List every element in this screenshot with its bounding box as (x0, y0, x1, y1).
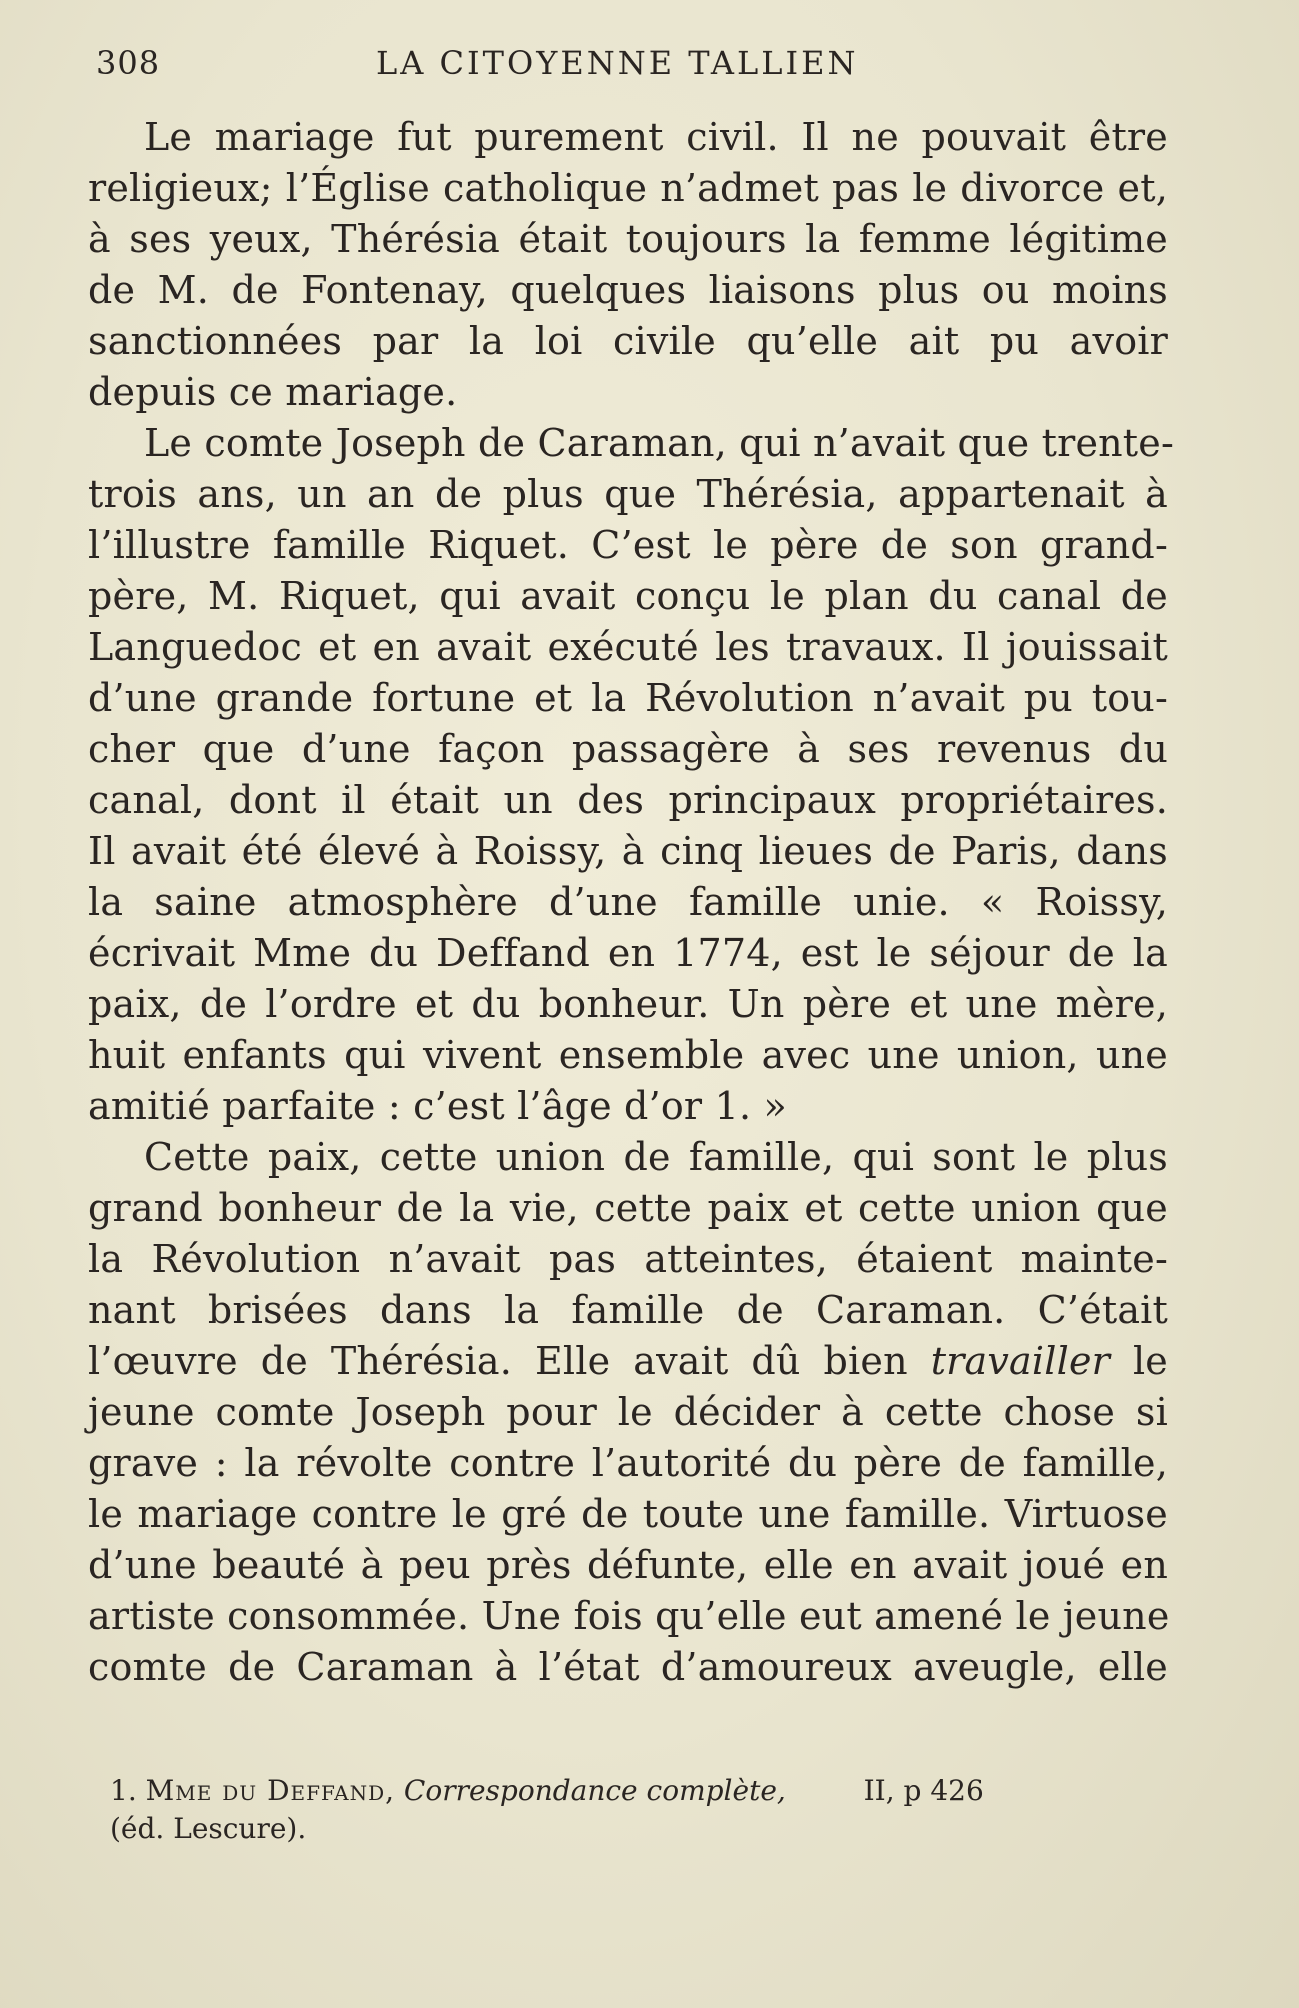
footnote-reference: II, p 426 (863, 1774, 984, 1807)
text-line: Cette paix, cette union de famille, qui sont le plus (144, 1135, 1168, 1179)
text-line: nant brisées dans la famille de Caraman. C’était (88, 1288, 1168, 1332)
text-line: huit enfants qui vivent ensemble avec une union, une (88, 1033, 1168, 1077)
running-head (96, 44, 1176, 92)
text-line: paix, de l’ordre et du bonheur. Un père et une mère, (88, 982, 1168, 1026)
text-line: trois ans, un an de plus que Thérésia, appartenait à (88, 472, 1168, 516)
text-line: canal, dont il était un des principaux propriétaires. (88, 778, 1168, 822)
text-line: écrivait Mme du Deffand en 1774, est le séjour de la (88, 931, 1168, 975)
page-number: 308 (96, 44, 161, 82)
text-line: la saine atmosphère d’une famille unie. « Roissy, (88, 880, 1168, 924)
footnote (110, 1772, 1170, 1848)
text-line: d’une beauté à peu près défunte, elle en avait joué en (88, 1543, 1168, 1587)
footnote-edition: (éd. Lescure). (110, 1812, 307, 1845)
text-line: artiste consommée. Une fois qu’elle eut amené le jeune (88, 1594, 1170, 1638)
text-line: Le mariage fut purement civil. Il ne pouvait être (144, 115, 1168, 159)
emphasized-word: travailler (930, 1339, 1111, 1383)
text-line: Il avait été élevé à Roissy, à cinq lieues de Paris, dans (88, 829, 1168, 873)
text-line: l’œuvre de Thérésia. Elle avait dû bien travailler le (88, 1339, 1168, 1383)
text-line: jeune comte Joseph pour le décider à cette chose si (88, 1390, 1168, 1434)
text-line: le mariage contre le gré de toute une famille. Virtuose (88, 1492, 1168, 1536)
footnote-line-1 (110, 1772, 1170, 1810)
text-line: grand bonheur de la vie, cette paix et cette union que (88, 1186, 1168, 1230)
running-title: LA CITOYENNE TALLIEN (376, 44, 859, 82)
footnote-work: Correspondance complète, (403, 1774, 786, 1807)
text-line: grave : la révolte contre l’autorité du père de famille, (88, 1441, 1168, 1485)
text-line: Le comte Joseph de Caraman, qui n’avait que trente- (144, 421, 1175, 465)
footnote-number: 1. (110, 1774, 137, 1807)
text-line: religieux; l’Église catholique n’admet pas le divorce et, (88, 166, 1168, 210)
footnote-line-2 (110, 1810, 1170, 1848)
text-line: à ses yeux, Thérésia était toujours la femme légitime (88, 217, 1168, 261)
body-text (88, 112, 1175, 1693)
text-line: sanctionnées par la loi civile qu’elle ait pu avoir (88, 319, 1168, 363)
text-line: la Révolution n’avait pas atteintes, étaient mainte- (88, 1237, 1168, 1281)
text-line: père, M. Riquet, qui avait conçu le plan du canal de (88, 574, 1168, 618)
text-line: de M. de Fontenay, quelques liaisons plus ou moins (88, 268, 1168, 312)
text-line: Languedoc et en avait exécuté les travaux. Il jouissait (88, 625, 1168, 669)
text-line: comte de Caraman à l’état d’amoureux aveugle, elle (88, 1645, 1168, 1689)
text-line: cher que d’une façon passagère à ses revenus du (88, 727, 1168, 771)
text-line: amitié parfaite : c’est l’âge d’or 1. » (88, 1084, 787, 1128)
text-line: depuis ce mariage. (88, 370, 458, 414)
footnote-author: Mme du Deffand, (145, 1774, 396, 1807)
text-line: l’illustre famille Riquet. C’est le père de son grand- (88, 523, 1168, 567)
text-line: d’une grande fortune et la Révolution n’avait pu tou- (88, 676, 1168, 720)
